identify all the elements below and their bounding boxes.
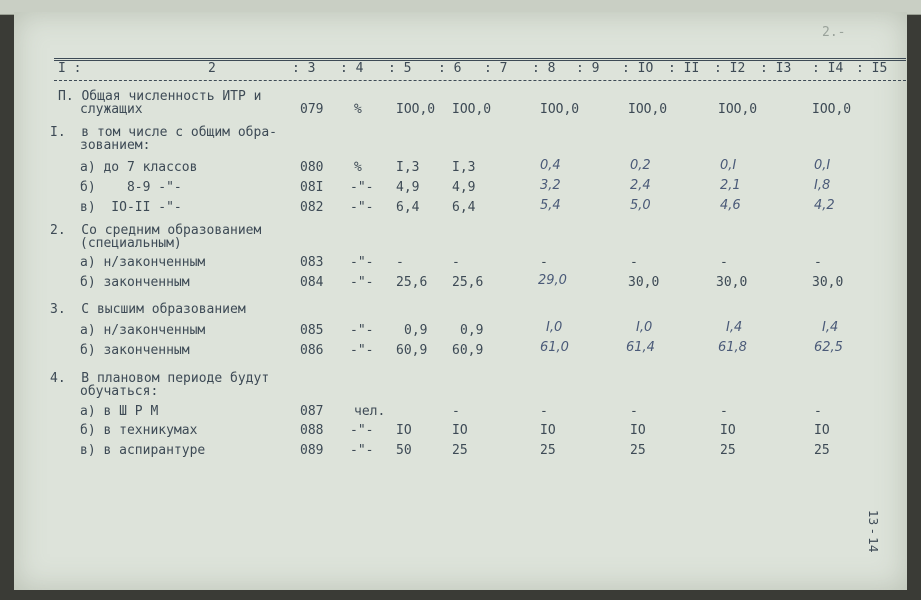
row-code: 089 (300, 443, 324, 458)
cell-col6: 25,6 (452, 275, 484, 290)
header-col-13: : I3 (760, 61, 792, 76)
cell-col6: 6,4 (452, 200, 476, 215)
header-col-15: : I5 (856, 61, 888, 76)
row-code: 082 (300, 200, 324, 215)
header-top-rule (54, 58, 906, 59)
cell-col14: 0,I (814, 158, 831, 173)
row-label-cont: служащих (80, 102, 143, 117)
cell-col8: IO (540, 423, 556, 438)
cell-col14: 30,0 (812, 275, 844, 290)
cell-col12: 4,6 (720, 198, 741, 213)
cell-col8: - (540, 404, 548, 419)
header-col-7: : 7 (484, 61, 508, 76)
row-label: I. в том числе с общим обра- (50, 125, 277, 140)
cell-col10: 5,0 (630, 198, 651, 213)
row-label: а) до 7 классов (80, 160, 198, 175)
cell-col12: 2,1 (720, 178, 741, 193)
cell-col6: 60,9 (452, 343, 484, 358)
cell-col12: 0,I (720, 158, 737, 173)
header-col-14: : I4 (812, 61, 844, 76)
cell-col10: 0,2 (630, 158, 651, 173)
cell-col14: 62,5 (814, 340, 843, 355)
cell-col14: 4,2 (814, 198, 835, 213)
cell-col5: IO (396, 423, 412, 438)
row-unit: -"- (350, 343, 374, 358)
cell-col6: 0,9 (460, 323, 484, 338)
row-unit: % (354, 102, 362, 117)
cell-col5: 50 (396, 443, 412, 458)
cell-col6: IO (452, 423, 468, 438)
cell-col14: 25 (814, 443, 830, 458)
cell-col12: I,4 (726, 320, 743, 335)
row-unit: % (354, 160, 362, 175)
cell-col8: - (540, 255, 548, 270)
header-col-5: : 5 (388, 61, 412, 76)
cell-col5: IOO,0 (396, 102, 436, 117)
cell-col6: - (452, 404, 460, 419)
cell-col6: I,3 (452, 160, 476, 175)
row-label: 3. С высшим образованием (50, 302, 246, 317)
cell-col6: IOO,0 (452, 102, 492, 117)
row-code: 086 (300, 343, 324, 358)
row-label-cont: обучаться: (80, 384, 159, 399)
row-label: б) в техникумах (80, 423, 198, 438)
cell-col12: - (720, 404, 728, 419)
cell-col14: IO (814, 423, 830, 438)
row-label: в) в аспирантуре (80, 443, 206, 458)
row-unit: -"- (350, 255, 374, 270)
row-unit: -"- (350, 200, 374, 215)
cell-col5: 0,9 (404, 323, 428, 338)
row-code: 083 (300, 255, 324, 270)
cell-col14: I,4 (822, 320, 839, 335)
header-col-9: : 9 (576, 61, 600, 76)
row-code: 080 (300, 160, 324, 175)
cell-col8: 0,4 (540, 158, 561, 173)
cell-col8: 5,4 (540, 198, 561, 213)
cell-col10: IOO,0 (628, 102, 668, 117)
row-unit: чел. (354, 404, 386, 419)
header-col-2: 2 (208, 61, 216, 76)
cell-col12: - (720, 255, 728, 270)
header-col-12: : I2 (714, 61, 746, 76)
cell-col8: 61,0 (540, 340, 569, 355)
cell-col14: I,8 (814, 178, 831, 193)
header-col-1: I : (58, 61, 82, 76)
cell-col6: 25 (452, 443, 468, 458)
cell-col5: - (396, 255, 404, 270)
cell-col8: 25 (540, 443, 556, 458)
row-code: 085 (300, 323, 324, 338)
cell-col6: 4,9 (452, 180, 476, 195)
cell-col6: - (452, 255, 460, 270)
cell-col8: 29,0 (538, 273, 567, 288)
cell-col8: I,0 (546, 320, 563, 335)
cell-col8: 3,2 (540, 178, 561, 193)
header-col-3: : 3 (292, 61, 316, 76)
row-code: 08I (300, 180, 324, 195)
header-col-10: : IO (622, 61, 654, 76)
cell-col10: IO (630, 423, 646, 438)
margin-page-note: 13 - 14 (866, 510, 880, 553)
row-label: 4. В плановом периоде будут (50, 371, 270, 386)
cell-col10: 2,4 (630, 178, 651, 193)
header-col-6: : 6 (438, 61, 462, 76)
row-label-cont: (специальным) (80, 236, 182, 251)
cell-col12: 25 (720, 443, 736, 458)
cell-col14: IOO,0 (812, 102, 852, 117)
row-label: в) IO-II -"- (80, 200, 182, 215)
row-label: б) 8-9 -"- (80, 180, 182, 195)
row-label: П. Общая численность ИТР и (58, 89, 262, 104)
row-label: а) в Ш Р М (80, 404, 159, 419)
header-col-8: : 8 (532, 61, 556, 76)
row-label: б) законченным (80, 343, 190, 358)
cell-col8: IOO,0 (540, 102, 580, 117)
header-col-4: : 4 (340, 61, 364, 76)
row-code: 079 (300, 102, 324, 117)
row-label: б) законченным (80, 275, 190, 290)
corner-mark: 2.- (822, 25, 846, 40)
cell-col5: I,3 (396, 160, 420, 175)
cell-col10: - (630, 255, 638, 270)
row-label-cont: зованием: (80, 138, 151, 153)
row-label: 2. Со средним образованием (50, 223, 262, 238)
cell-col10: 30,0 (628, 275, 660, 290)
cell-col10: 61,4 (626, 340, 655, 355)
cell-col10: I,0 (636, 320, 653, 335)
cell-col14: - (814, 255, 822, 270)
cell-col5: 60,9 (396, 343, 428, 358)
row-label: а) н/законченным (80, 323, 206, 338)
cell-col12: IOO,0 (718, 102, 758, 117)
row-unit: -"- (350, 423, 374, 438)
cell-col10: 25 (630, 443, 646, 458)
cell-col12: 61,8 (718, 340, 747, 355)
row-unit: -"- (350, 323, 374, 338)
row-unit: -"- (350, 275, 374, 290)
row-label: а) н/законченным (80, 255, 206, 270)
header-col-11: : II (668, 61, 700, 76)
row-unit: -"- (350, 443, 374, 458)
cell-col5: 4,9 (396, 180, 420, 195)
row-code: 084 (300, 275, 324, 290)
cell-col10: - (630, 404, 638, 419)
cell-col12: 30,0 (716, 275, 748, 290)
cell-col5: 25,6 (396, 275, 428, 290)
cell-col5: 6,4 (396, 200, 420, 215)
cell-col12: IO (720, 423, 736, 438)
row-code: 088 (300, 423, 324, 438)
header-bottom-rule (54, 80, 906, 81)
row-code: 087 (300, 404, 324, 419)
cell-col14: - (814, 404, 822, 419)
row-unit: -"- (350, 180, 374, 195)
